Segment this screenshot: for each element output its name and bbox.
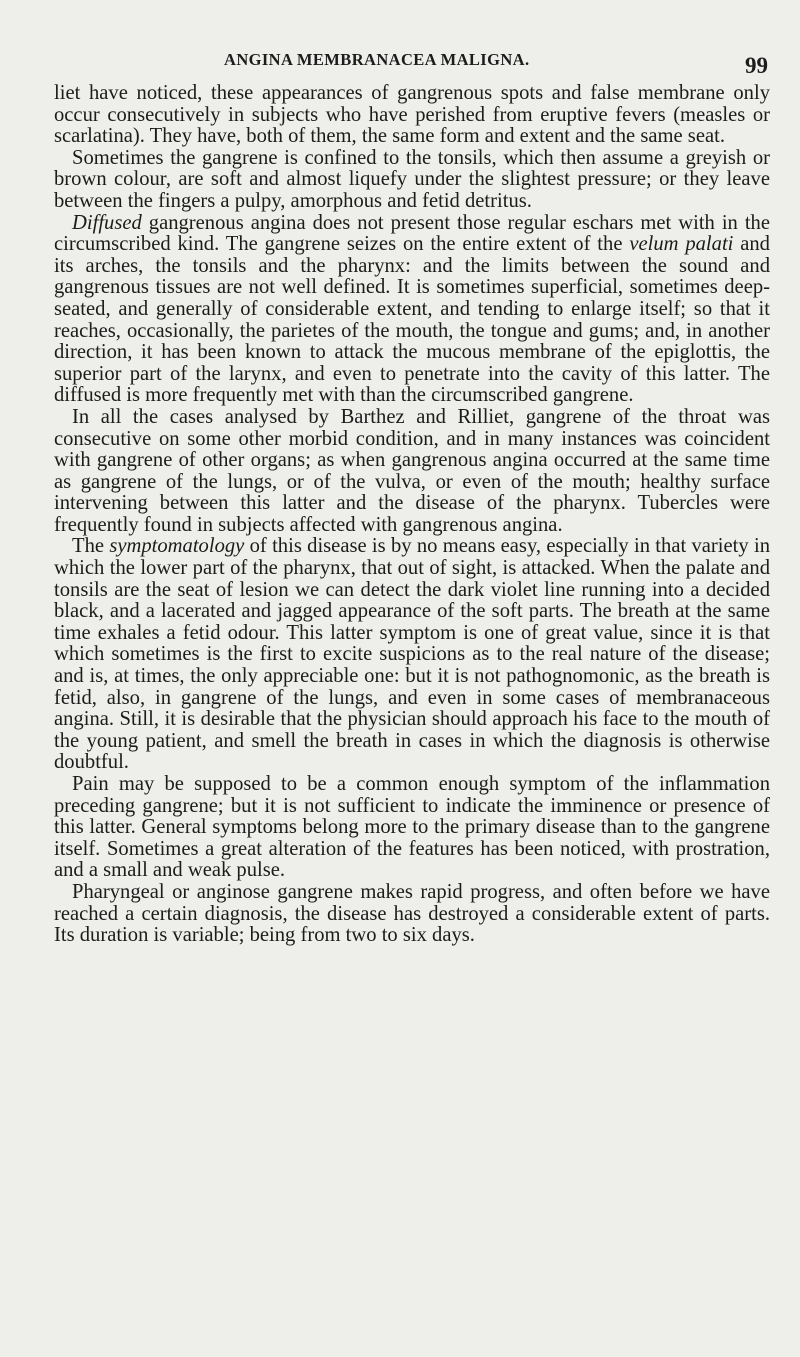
italic-term-symptomatology: symptomatology <box>109 535 245 558</box>
paragraph-5-part-0: The <box>72 535 110 558</box>
italic-term-velum-palati: velum palati <box>629 233 734 256</box>
paragraph-5-part-1: of this disease is by no means easy, especially in that variety in which the lower part of the pharynx, that out of sight, is attacked. When the palate and tonsils are the seat of lesion we can detect the dark violet line running into a decided black, and a lacerated and jagged appearance of the soft parts. The breath at the same time exhales a fetid odour. This latter symptom is one of great value, since it is that which sometimes is the first to excite suspicions as to the real nature of the disease; and is, at times, the only appreciable one: but it is not pathognomonic, as the breath is fetid, also, in gangrene of the lungs, and even in some cases of membranaceous angina. Still, it is desirable that the physician should approach his face to the mouth of the young patient, and smell the breath in cases in which the diagnosis is otherwise doubtful. <box>54 535 770 774</box>
paragraph-3-part-2: and its arches, the tonsils and the pharynx: and the limits between the sound and gangrenous tissues are not well defined. It is sometimes superficial, sometimes deep-seated, and generally of considerable extent, and tending to enlarge itself; so that it reaches, occasionally, the parietes of the mouth, the tongue and gums; and, in another direction, it has been known to attack the mucous membrane of the epiglottis, the superior part of the larynx, and even to penetrate into the cavity of this latter. The diffused is more frequently met with than the circumscribed gangrene. <box>54 233 770 407</box>
paragraph-6: Pain may be supposed to be a common enough symptom of the inflammation preceding gangrene; but it is not sufficient to indicate the imminence or presence of this latter. General symptoms belong more to the primary disease than to the gangrene itself. Sometimes a great alteration of the features has been noticed, with prostration, and a small and weak pulse. <box>54 773 770 882</box>
running-head: ANGINA MEMBRANACEA MALIGNA. <box>224 50 530 69</box>
paragraph-7: Pharyngeal or anginose gangrene makes rapid progress, and often before we have reached a certain diagnosis, the disease has destroyed a considerable extent of parts. Its duration is variable; being from two to six days. <box>54 880 770 947</box>
paragraph-3-part-1: gangrenous angina does not present those regular eschars met with in the circumscribed kind. The gangrene seizes on the entire extent of the <box>54 211 770 256</box>
paragraph-1: liet have noticed, these appearances of gangrenous spots and false membrane only occur consecutively in subjects who have perished from eruptive fevers (measles or scarlatina). They have, both of them, the same form and extent and the same seat. <box>54 82 770 148</box>
body-text <box>54 83 770 947</box>
italic-term-diffused: Diffused <box>72 211 142 234</box>
paragraph-5 <box>54 536 770 774</box>
paragraph-2: Sometimes the gangrene is confined to the tonsils, which then assume a greyish or brown colour, are soft and almost liquefy under the slightest pressure; or they leave between the fingers a pulpy, amorphous and fetid detritus. <box>54 146 770 212</box>
paragraph-3 <box>54 213 770 407</box>
page-number: 99 <box>745 53 768 78</box>
paragraph-4: In all the cases analysed by Barthez and Rilliet, gangrene of the throat was consecutive on some other morbid condition, and in many instances was coincident with gangrene of other organs; as when gangrenous angina occurred at the same time as gangrene of the lungs, or of the vulva, or even of the mouth; healthy surface intervening between this latter and the disease of the pharynx. Tubercles were frequently found in subjects affected with gangrenous angina. <box>54 405 770 536</box>
